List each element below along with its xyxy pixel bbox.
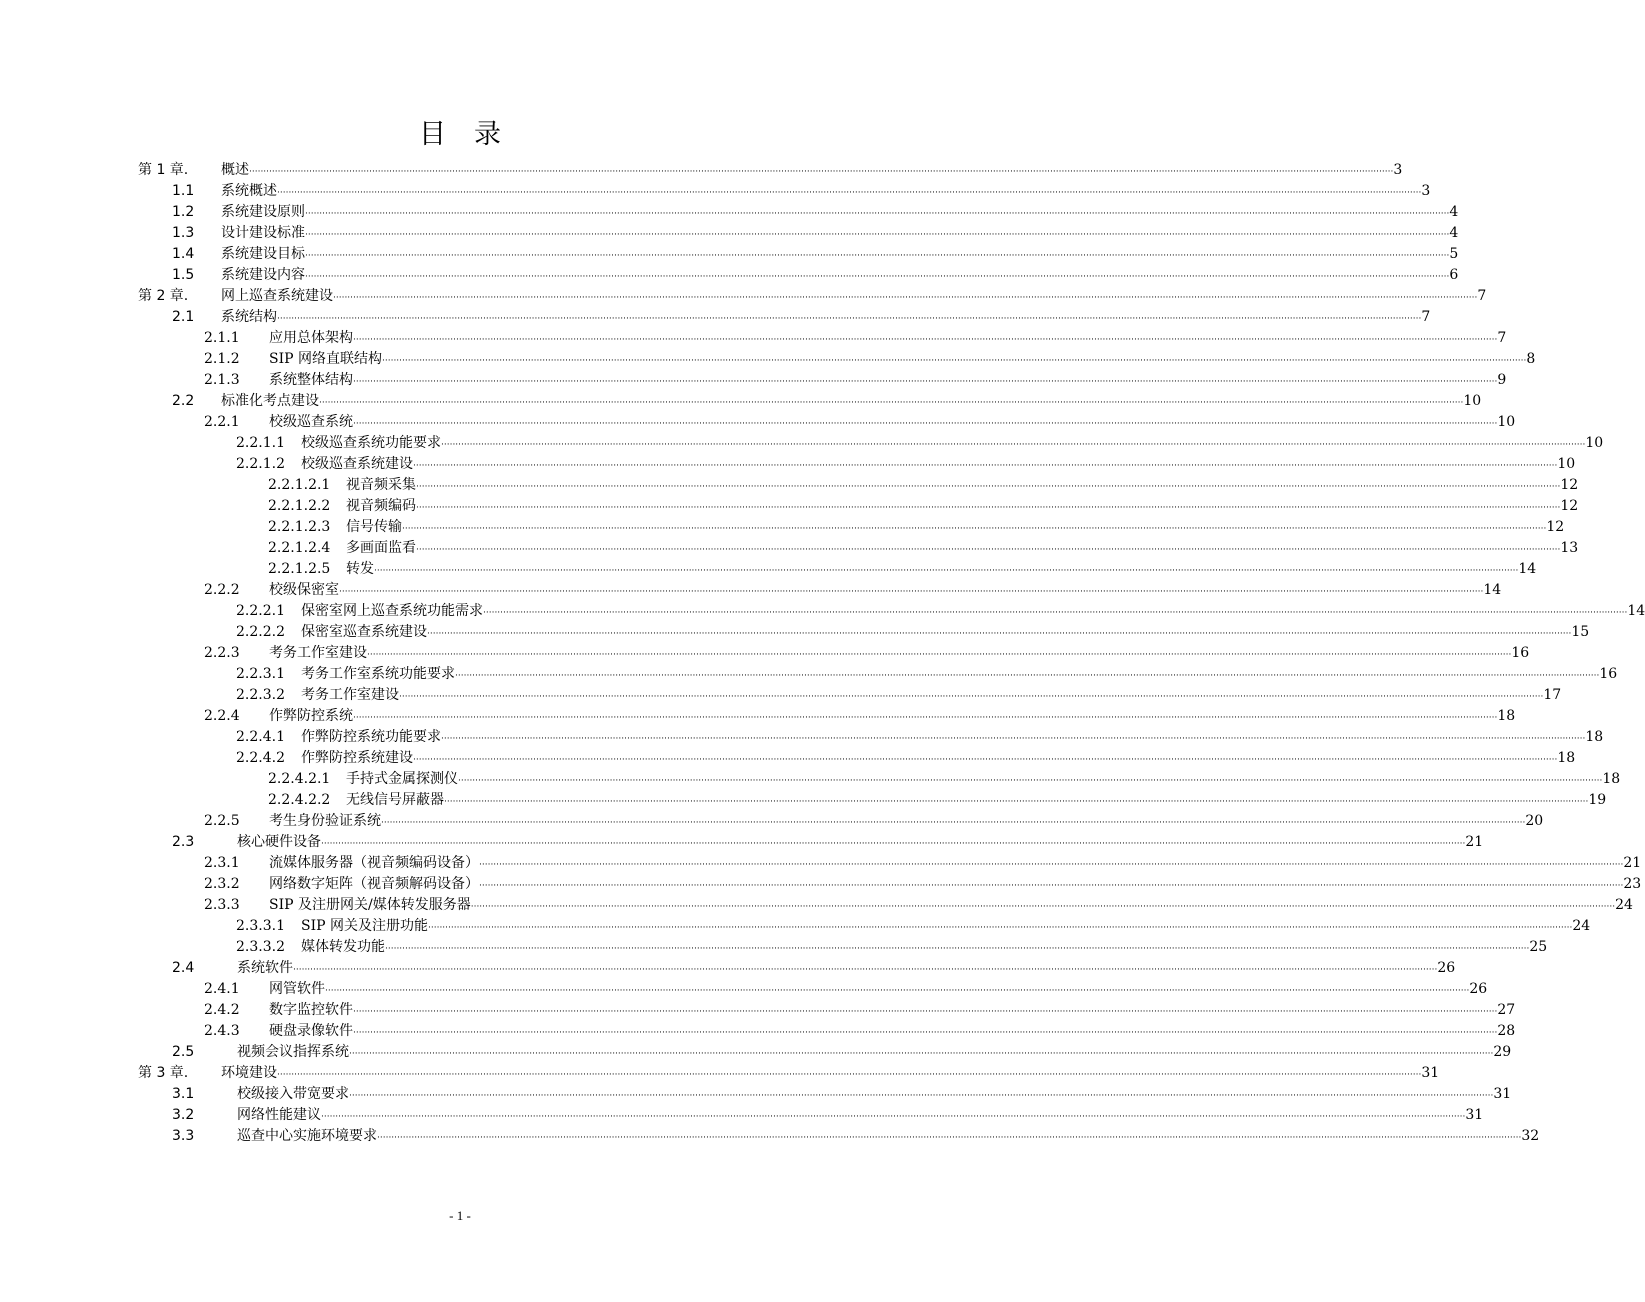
toc-entry-number: 2.1.3 bbox=[204, 372, 240, 388]
toc-entry[interactable] bbox=[0, 1126, 1540, 1147]
dot-leader: ················································································································································································································································································································································································································ bbox=[349, 1049, 1494, 1059]
dot-leader: ················································································································································································································································································································································································································ bbox=[293, 965, 1438, 975]
toc-entry-number: 2.2.1.2.4 bbox=[268, 540, 331, 556]
toc-entry-title: 网上巡查系统建设 bbox=[221, 288, 333, 304]
toc-entry[interactable] bbox=[0, 979, 1488, 1000]
dot-leader: ················································································································································································································································································································································································································ bbox=[349, 1091, 1494, 1101]
toc-entry-page: 31 bbox=[1421, 1065, 1440, 1081]
toc-entry-number: 1.2 bbox=[172, 204, 195, 220]
toc-entry[interactable] bbox=[0, 1105, 1484, 1126]
toc-entry-page: 21 bbox=[1465, 834, 1484, 850]
toc-entry-title: 硬盘录像软件 bbox=[269, 1023, 353, 1039]
toc-entry-title: 作弊防控系统建设 bbox=[301, 750, 413, 766]
toc-entry[interactable] bbox=[0, 433, 1604, 454]
toc-entry[interactable] bbox=[0, 244, 1459, 265]
toc-entry-page: 18 bbox=[1585, 729, 1604, 745]
dot-leader: ················································································································································································································································································································································································································ bbox=[353, 1028, 1498, 1038]
toc-entry-number: 2.3.3.2 bbox=[236, 939, 285, 955]
toc-entry-title: 校级巡查系统 bbox=[269, 414, 353, 430]
toc-entry[interactable] bbox=[0, 622, 1590, 643]
toc-entry-number: 2.4.2 bbox=[204, 1002, 240, 1018]
toc-entry[interactable] bbox=[0, 475, 1579, 496]
toc-entry-title: 网管软件 bbox=[269, 981, 325, 997]
toc-entry-page: 4 bbox=[1449, 225, 1459, 241]
toc-entry-page: 7 bbox=[1477, 288, 1487, 304]
toc-entry-page: 6 bbox=[1449, 267, 1459, 283]
toc-entry[interactable] bbox=[0, 832, 1484, 853]
dot-leader: ················································································································································································································································································································································································································ bbox=[277, 314, 1422, 324]
toc-entry-title: 保密室网上巡查系统功能需求 bbox=[301, 603, 483, 619]
toc-entry-title: SIP 网关及注册功能 bbox=[301, 918, 428, 934]
toc-entry[interactable] bbox=[0, 559, 1537, 580]
toc-entry[interactable] bbox=[0, 160, 1403, 181]
toc-entry-title: 考务工作室建设 bbox=[301, 687, 399, 703]
toc-entry-number: 2.2.3 bbox=[204, 645, 240, 661]
toc-entry-page: 15 bbox=[1571, 624, 1590, 640]
dot-leader: ················································································································································································································································································································································································································ bbox=[416, 545, 1561, 555]
dot-leader: ················································································································································································································································································································································································································ bbox=[325, 986, 1470, 996]
toc-entry-title: 校级保密室 bbox=[269, 582, 339, 598]
toc-entry-page: 17 bbox=[1543, 687, 1562, 703]
toc-entry[interactable] bbox=[0, 643, 1530, 664]
toc-entry[interactable] bbox=[0, 895, 1633, 916]
dot-leader: ················································································································································································································································································································································································································ bbox=[416, 503, 1561, 513]
toc-entry[interactable] bbox=[0, 853, 1642, 874]
toc-entry-title: 应用总体架构 bbox=[269, 330, 353, 346]
dot-leader: ················································································································································································································································································································································································································ bbox=[427, 629, 1572, 639]
toc-entry[interactable] bbox=[0, 1063, 1440, 1084]
toc-entry[interactable] bbox=[0, 286, 1487, 307]
toc-entry-page: 14 bbox=[1627, 603, 1645, 619]
toc-entry-page: 3 bbox=[1393, 162, 1403, 178]
toc-entry[interactable] bbox=[0, 790, 1607, 811]
toc-entry-number: 2.1.1 bbox=[204, 330, 240, 346]
dot-leader: ················································································································································································································································································································································································································ bbox=[277, 1070, 1422, 1080]
dot-leader: ················································································································································································································································································································································································································ bbox=[413, 461, 1558, 471]
toc-entry-page: 25 bbox=[1529, 939, 1548, 955]
toc-entry-number: 1.5 bbox=[172, 267, 195, 283]
dot-leader: ················································································································································································································································································································································································································ bbox=[470, 902, 1616, 912]
dot-leader: ················································································································································································································································································································································································································ bbox=[353, 713, 1498, 723]
toc-entry-number: 2.2.4.2.1 bbox=[268, 771, 331, 787]
toc-entry[interactable] bbox=[0, 685, 1562, 706]
toc-entry-number: 2.2.1.2 bbox=[236, 456, 285, 472]
toc-entry-number: 2.2.3.1 bbox=[236, 666, 285, 682]
toc-entry-title: 无线信号屏蔽器 bbox=[346, 792, 444, 808]
toc-entry-number: 2.4 bbox=[172, 960, 195, 976]
dot-leader: ················································································································································································································································································································································································································ bbox=[321, 839, 1466, 849]
toc-entry-title: 多画面监看 bbox=[346, 540, 416, 556]
toc-entry[interactable] bbox=[0, 580, 1502, 601]
dot-leader: ················································································································································································································································································································································································································ bbox=[319, 398, 1464, 408]
toc-entry-title: 校级巡查系统建设 bbox=[301, 456, 413, 472]
toc-entry-title: 视频会议指挥系统 bbox=[237, 1044, 349, 1060]
toc-entry-page: 5 bbox=[1449, 246, 1459, 262]
toc-entry[interactable] bbox=[0, 223, 1459, 244]
toc-entry-number: 2.2.1 bbox=[204, 414, 240, 430]
toc-entry-title: 手持式金属探测仪 bbox=[346, 771, 458, 787]
dot-leader: ················································································································································································································································································································································································································ bbox=[353, 419, 1498, 429]
toc-entry[interactable] bbox=[0, 1021, 1516, 1042]
toc-entry-number: 2.3.3 bbox=[204, 897, 240, 913]
toc-entry-page: 20 bbox=[1525, 813, 1544, 829]
toc-entry-number: 2.1.2 bbox=[204, 351, 240, 367]
toc-entry-title: 核心硬件设备 bbox=[237, 834, 321, 850]
toc-entry-number: 2.2.1.2.1 bbox=[268, 477, 331, 493]
toc-entry[interactable] bbox=[0, 664, 1618, 685]
toc-entry-number: 2.1 bbox=[172, 309, 195, 325]
toc-entry-page: 12 bbox=[1560, 498, 1579, 514]
toc-entry[interactable] bbox=[0, 328, 1507, 349]
toc-entry-title: 系统建设原则 bbox=[221, 204, 305, 220]
toc-entry-title: 环境建设 bbox=[221, 1065, 277, 1081]
toc-entry-title: 系统概述 bbox=[221, 183, 277, 199]
toc-entry[interactable] bbox=[0, 727, 1604, 748]
dot-leader: ················································································································································································································································································································································································································ bbox=[305, 272, 1450, 282]
toc-entry-number: 2.4.1 bbox=[204, 981, 240, 997]
toc-entry-title: 考生身份验证系统 bbox=[269, 813, 381, 829]
dot-leader: ················································································································································································································································································································································································································ bbox=[399, 692, 1544, 702]
toc-entry-page: 18 bbox=[1557, 750, 1576, 766]
toc-entry-number: 1.3 bbox=[172, 225, 195, 241]
toc-entry[interactable] bbox=[0, 958, 1456, 979]
toc-entry-page: 21 bbox=[1623, 855, 1642, 871]
toc-entry-page: 7 bbox=[1497, 330, 1507, 346]
toc-entry-number: 2.2.2.1 bbox=[236, 603, 285, 619]
toc-entry-title: 标准化考点建设 bbox=[221, 393, 319, 409]
toc-title-char-1: 目 bbox=[419, 119, 446, 150]
dot-leader: ················································································································································································································································································································································································································ bbox=[305, 230, 1450, 240]
dot-leader: ················································································································································································································································································································································································································ bbox=[455, 671, 1600, 681]
toc-entry-number: 2.4.3 bbox=[204, 1023, 240, 1039]
dot-leader: ················································································································································································································································································································································································································ bbox=[333, 293, 1478, 303]
toc-entry-number: 2.2.1.2.3 bbox=[268, 519, 331, 535]
dot-leader: ················································································································································································································································································································································································································ bbox=[382, 356, 1527, 366]
dot-leader: ················································································································································································································································································································································································································ bbox=[321, 1112, 1466, 1122]
toc-entry-number: 2.2.3.2 bbox=[236, 687, 285, 703]
toc-entry-number: 2.3.2 bbox=[204, 876, 240, 892]
dot-leader: ················································································································································································································································································································································································································ bbox=[441, 734, 1586, 744]
toc-entry-page: 18 bbox=[1497, 708, 1516, 724]
toc-entry-page: 13 bbox=[1560, 540, 1579, 556]
toc-entry-number: 2.3.3.1 bbox=[236, 918, 285, 934]
toc-entry-title: 设计建设标准 bbox=[221, 225, 305, 241]
toc-entry-number: 2.2.4.2.2 bbox=[268, 792, 331, 808]
toc-entry[interactable] bbox=[0, 1000, 1516, 1021]
dot-leader: ················································································································································································································································································································································································································ bbox=[458, 776, 1603, 786]
toc-entry-page: 18 bbox=[1602, 771, 1621, 787]
toc-entry-number: 2.2.1.1 bbox=[236, 435, 285, 451]
dot-leader: ················································································································································································································································································································································································································ bbox=[479, 881, 1624, 891]
toc-entry-number: 3.1 bbox=[172, 1086, 195, 1102]
toc-entry-page: 16 bbox=[1599, 666, 1618, 682]
toc-entry-number: 2.2.2.2 bbox=[236, 624, 285, 640]
toc-entry-title: SIP 及注册网关/媒体转发服务器 bbox=[269, 897, 471, 913]
toc-entry-title: 系统整体结构 bbox=[269, 372, 353, 388]
toc-entry-number: 2.2.2 bbox=[204, 582, 240, 598]
toc-entry-title: 媒体转发功能 bbox=[301, 939, 385, 955]
dot-leader: ················································································································································································································································································································································································································ bbox=[277, 188, 1422, 198]
toc-entry[interactable] bbox=[0, 391, 1482, 412]
toc-entry-number: 2.2.4.2 bbox=[236, 750, 285, 766]
toc-entry-number: 2.2.4.1 bbox=[236, 729, 285, 745]
dot-leader: ················································································································································································································································································································································································································ bbox=[374, 566, 1519, 576]
toc-entry-page: 19 bbox=[1588, 792, 1607, 808]
toc-entry-page: 8 bbox=[1526, 351, 1536, 367]
toc-entry[interactable] bbox=[0, 769, 1621, 790]
toc-entry-number: 2.5 bbox=[172, 1044, 195, 1060]
toc-entry[interactable] bbox=[0, 1042, 1512, 1063]
toc-entry[interactable] bbox=[0, 706, 1516, 727]
dot-leader: ················································································································································································································································································································································································································ bbox=[353, 335, 1498, 345]
dot-leader: ················································································································································································································································································································································································································ bbox=[353, 1007, 1498, 1017]
toc-entry-page: 9 bbox=[1497, 372, 1507, 388]
dot-leader: ················································································································································································································································································································································································································ bbox=[483, 608, 1628, 618]
toc-entry-number: 第 3 章. bbox=[138, 1065, 189, 1081]
toc-entry-title: 系统建设内容 bbox=[221, 267, 305, 283]
toc-entry-title: 校级巡查系统功能要求 bbox=[301, 435, 441, 451]
toc-entry[interactable] bbox=[0, 370, 1507, 391]
dot-leader: ················································································································································································································································································································································································································ bbox=[444, 797, 1589, 807]
toc-entry-page: 3 bbox=[1421, 183, 1431, 199]
toc-entry[interactable] bbox=[0, 412, 1516, 433]
toc-entry-number: 2.2.5 bbox=[204, 813, 240, 829]
dot-leader: ················································································································································································································································································································································································································ bbox=[377, 1133, 1522, 1143]
toc-entry-page: 14 bbox=[1518, 561, 1537, 577]
toc-entry-title: 视音频采集 bbox=[346, 477, 416, 493]
toc-entry-title: 流媒体服务器（视音频编码设备） bbox=[269, 855, 479, 871]
toc-entry-title: 考务工作室建设 bbox=[269, 645, 367, 661]
toc-entry-number: 2.2.1.2.2 bbox=[268, 498, 331, 514]
dot-leader: ················································································································································································································································································································································································································ bbox=[416, 482, 1561, 492]
toc-entry-number: 3.2 bbox=[172, 1107, 195, 1123]
toc-entry[interactable] bbox=[0, 1084, 1512, 1105]
dot-leader: ················································································································································································································································································································································································································ bbox=[249, 167, 1394, 177]
toc-entry-title: 系统软件 bbox=[237, 960, 293, 976]
toc-entry-page: 10 bbox=[1463, 393, 1482, 409]
toc-entry-page: 10 bbox=[1557, 456, 1576, 472]
toc-entry-number: 2.3 bbox=[172, 834, 195, 850]
toc-entry-page: 12 bbox=[1560, 477, 1579, 493]
toc-title-char-2: 录 bbox=[474, 119, 501, 150]
toc-entry-title: 网络数字矩阵（视音频解码设备） bbox=[269, 876, 479, 892]
dot-leader: ················································································································································································································································································································································································································ bbox=[305, 209, 1450, 219]
toc-entry-title: 系统结构 bbox=[221, 309, 277, 325]
toc-entry-title: 作弊防控系统功能要求 bbox=[301, 729, 441, 745]
toc-entry-number: 1.1 bbox=[172, 183, 195, 199]
toc-entry-number: 2.3.1 bbox=[204, 855, 240, 871]
toc-entry-title: 信号传输 bbox=[346, 519, 402, 535]
toc-entry[interactable] bbox=[0, 202, 1459, 223]
toc-entry-page: 27 bbox=[1497, 1002, 1516, 1018]
toc-entry[interactable] bbox=[0, 349, 1536, 370]
toc-entry-title: 视音频编码 bbox=[346, 498, 416, 514]
toc-entry-title: 保密室巡查系统建设 bbox=[301, 624, 427, 640]
dot-leader: ················································································································································································································································································································································································································ bbox=[381, 818, 1526, 828]
toc-entry-title: 网络性能建议 bbox=[237, 1107, 321, 1123]
toc-entry[interactable] bbox=[0, 496, 1579, 517]
toc-entry[interactable] bbox=[0, 811, 1544, 832]
dot-leader: ················································································································································································································································································································································································································ bbox=[428, 923, 1573, 933]
toc-entry[interactable] bbox=[0, 601, 1645, 622]
toc-entry[interactable] bbox=[0, 538, 1579, 559]
toc-entry[interactable] bbox=[0, 265, 1459, 286]
dot-leader: ················································································································································································································································································································································································································ bbox=[367, 650, 1512, 660]
toc-entry-page: 14 bbox=[1483, 582, 1502, 598]
toc-entry-page: 29 bbox=[1493, 1044, 1512, 1060]
toc-entry[interactable] bbox=[0, 181, 1431, 202]
toc-entry-number: 第 1 章. bbox=[138, 162, 189, 178]
toc-entry-page: 24 bbox=[1572, 918, 1591, 934]
toc-entry[interactable] bbox=[0, 874, 1642, 895]
toc-entry-number: 2.2.4 bbox=[204, 708, 240, 724]
toc-entry[interactable] bbox=[0, 307, 1431, 328]
toc-entry-page: 24 bbox=[1615, 897, 1633, 913]
toc-entry[interactable] bbox=[0, 517, 1565, 538]
toc-entry-title: 转发 bbox=[346, 561, 374, 577]
dot-leader: ················································································································································································································································································································································································································ bbox=[339, 587, 1484, 597]
toc-entry-title: SIP 网络直联结构 bbox=[269, 351, 382, 367]
dot-leader: ················································································································································································································································································································································································································ bbox=[385, 944, 1530, 954]
toc-entry[interactable] bbox=[0, 454, 1576, 475]
toc-entry-number: 2.2 bbox=[172, 393, 195, 409]
dot-leader: ················································································································································································································································································································································································································ bbox=[305, 251, 1450, 261]
toc-entry-title: 概述 bbox=[221, 162, 249, 178]
dot-leader: ················································································································································································································································································································································································································ bbox=[441, 440, 1586, 450]
page-number-footer: - 1 - bbox=[449, 1208, 471, 1223]
toc-entry-title: 巡查中心实施环境要求 bbox=[237, 1128, 377, 1144]
toc-entry[interactable] bbox=[0, 937, 1548, 958]
toc-entry-number: 3.3 bbox=[172, 1128, 195, 1144]
toc-entry-number: 1.4 bbox=[172, 246, 195, 262]
toc-title bbox=[0, 117, 920, 153]
toc-entry-page: 10 bbox=[1585, 435, 1604, 451]
toc-entry-page: 4 bbox=[1449, 204, 1459, 220]
toc-entry-page: 26 bbox=[1469, 981, 1488, 997]
toc-entry-title: 校级接入带宽要求 bbox=[237, 1086, 349, 1102]
toc-entry-page: 10 bbox=[1497, 414, 1516, 430]
toc-entry-page: 7 bbox=[1421, 309, 1431, 325]
toc-entry-page: 12 bbox=[1546, 519, 1565, 535]
toc-entry-page: 26 bbox=[1437, 960, 1456, 976]
toc-entry-page: 32 bbox=[1521, 1128, 1540, 1144]
toc-entry-page: 28 bbox=[1497, 1023, 1516, 1039]
toc-entry[interactable] bbox=[0, 916, 1591, 937]
dot-leader: ················································································································································································································································································································································································································ bbox=[402, 524, 1547, 534]
toc-entry-page: 16 bbox=[1511, 645, 1530, 661]
toc-entry-title: 系统建设目标 bbox=[221, 246, 305, 262]
toc-entry-title: 作弊防控系统 bbox=[269, 708, 353, 724]
dot-leader: ················································································································································································································································································································································································································ bbox=[413, 755, 1558, 765]
toc-entry-page: 23 bbox=[1623, 876, 1642, 892]
dot-leader: ················································································································································································································································································································································································································ bbox=[479, 860, 1624, 870]
dot-leader: ················································································································································································································································································································································································································ bbox=[353, 377, 1498, 387]
toc-entry-page: 31 bbox=[1465, 1107, 1484, 1123]
toc-entry-title: 考务工作室系统功能要求 bbox=[301, 666, 455, 682]
toc-entry-title: 数字监控软件 bbox=[269, 1002, 353, 1018]
toc-entry-number: 2.2.1.2.5 bbox=[268, 561, 331, 577]
toc-entry-page: 31 bbox=[1493, 1086, 1512, 1102]
toc-entry[interactable] bbox=[0, 748, 1576, 769]
toc-entry-number: 第 2 章. bbox=[138, 288, 189, 304]
